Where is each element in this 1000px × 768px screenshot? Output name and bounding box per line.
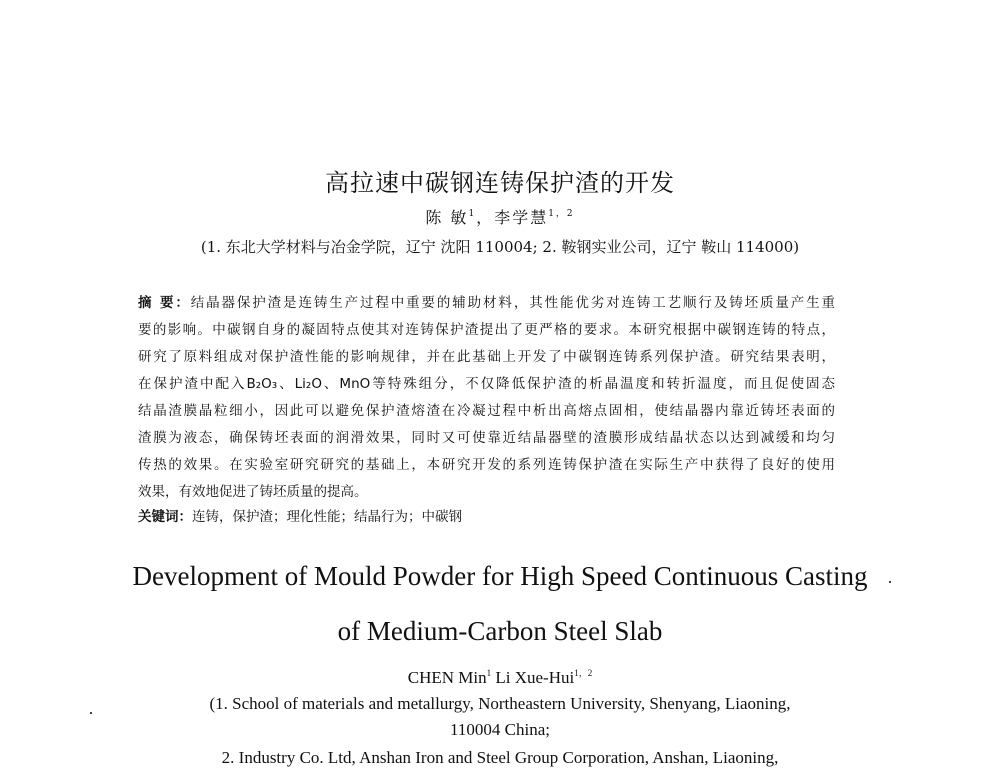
- abstract-line: 在保护渣中配入B₂O₃、Li₂O、MnO等特殊组分，不仅降低保护渣的析晶温度和转折温度，而且促使固态: [138, 376, 835, 392]
- authors-en: [0, 666, 1000, 688]
- author-en-2: Li Xue-Hui: [491, 668, 575, 687]
- abstract: [138, 290, 835, 528]
- keywords: [138, 506, 835, 528]
- title-en-line1: Development of Mould Powder for High Speed Continuous Casting: [132, 561, 868, 591]
- author-2: 李学慧: [494, 208, 549, 227]
- affiliation-en-line2: 110004 China;: [450, 720, 550, 739]
- affiliation-en-line1: (1. School of materials and metallurgy, Northeastern University, Shenyang, Liaoning,: [209, 694, 791, 713]
- affiliation-cn: (1. 东北大学材料与冶金学院，辽宁 沈阳 110004; 2. 鞍钢实业公司，辽宁 鞍山 114000): [200, 238, 800, 256]
- abstract-line: 结晶渣膜晶粒细小，因此可以避免保护渣熔渣在冷凝过程中析出高熔点固相，使结晶器内靠近铸坯表面的: [138, 403, 835, 419]
- author-2-sup: 1，2: [548, 209, 575, 219]
- abstract-line: 研究了原料组成对保护渣性能的影响规律，并在此基础上开发了中碳钢连铸系列保护渣。研究结果表明，: [138, 349, 835, 365]
- author-sep: ，: [476, 208, 495, 227]
- author-1: 陈 敏: [425, 208, 469, 227]
- scan-speck: [889, 581, 891, 583]
- abstract-line: 效果，有效地促进了铸坯质量的提高。: [138, 484, 368, 500]
- abstract-line: [138, 290, 835, 317]
- author-1-sup: 1: [468, 209, 477, 219]
- author-en-1: CHEN Min: [407, 668, 487, 687]
- abstract-line: 传热的效果。在实验室研究研究的基础上，本研究开发的系列连铸保护渣在实际生产中获得了良好的使用: [138, 457, 835, 473]
- authors-cn: [0, 205, 1000, 228]
- keywords-text: 连铸，保护渣；理化性能；结晶行为；中碳钢: [192, 509, 462, 525]
- keywords-label: 关键词：: [138, 509, 192, 525]
- abstract-line: 渣膜为液态，确保铸坯表面的润滑效果，同时又可使靠近结晶器壁的渣膜形成结晶状态以达到减缓和均匀: [138, 430, 835, 446]
- title-cn: 高拉速中碳钢连铸保护渣的开发: [325, 169, 675, 197]
- abstract-text: 结晶器保护渣是连铸生产过程中重要的辅助材料，其性能优劣对连铸工艺顺行及铸坯质量产生重: [190, 295, 835, 311]
- scan-speck: [90, 712, 92, 714]
- author-en-1-sup: 1: [486, 668, 492, 678]
- abstract-label: 摘 要：: [138, 295, 191, 311]
- abstract-line: 要的影响。中碳钢自身的凝固特点使其对连铸保护渣提出了更严格的要求。本研究根据中碳钢连铸的特点，: [138, 322, 835, 338]
- title-en-line2: of Medium-Carbon Steel Slab: [337, 616, 663, 646]
- author-en-2-sup: 1，2: [574, 668, 593, 678]
- affiliation-en-line3: 2. Industry Co. Ltd, Anshan Iron and Steel Group Corporation, Anshan, Liaoning,: [221, 748, 779, 767]
